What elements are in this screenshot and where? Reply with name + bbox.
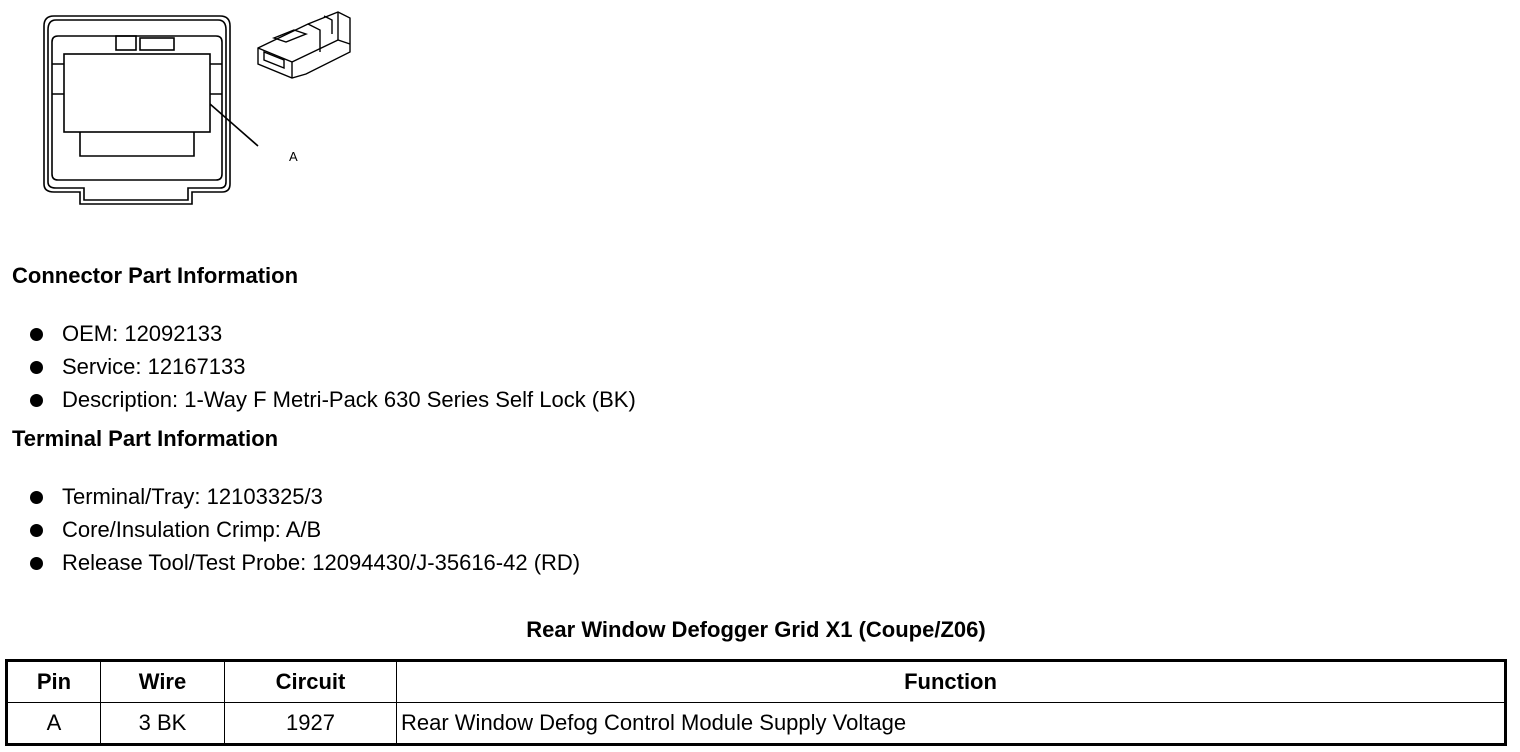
connector-face-view-drawing bbox=[30, 4, 370, 219]
list-item-text: Service: 12167133 bbox=[62, 354, 246, 379]
list-item-text: OEM: 12092133 bbox=[62, 321, 223, 346]
bullet-icon bbox=[30, 394, 43, 407]
column-header-pin: Pin bbox=[7, 661, 101, 703]
list-item-text: Release Tool/Test Probe: 12094430/J-35616-42 (RD) bbox=[62, 550, 581, 575]
bullet-icon bbox=[30, 557, 43, 570]
list-item-text: Description: 1-Way F Metri-Pack 630 Series Self Lock (BK) bbox=[62, 387, 636, 412]
connector-part-list bbox=[28, 317, 636, 416]
cell-function: Rear Window Defog Control Module Supply Voltage bbox=[397, 703, 1506, 745]
list-item bbox=[28, 480, 580, 513]
table-row bbox=[7, 703, 1506, 745]
list-item bbox=[28, 546, 580, 579]
table-header-row bbox=[7, 661, 1506, 703]
list-item bbox=[28, 317, 636, 350]
column-header-wire: Wire bbox=[101, 661, 225, 703]
terminal-part-heading: Terminal Part Information bbox=[12, 426, 279, 451]
connector-part-heading: Connector Part Information bbox=[12, 263, 299, 288]
list-item bbox=[28, 383, 636, 416]
cell-circuit: 1927 bbox=[225, 703, 397, 745]
callout-label-a: A bbox=[289, 149, 298, 164]
cell-pin: A bbox=[7, 703, 101, 745]
column-header-function: Function bbox=[397, 661, 1506, 703]
pinout-table bbox=[5, 659, 1507, 746]
cell-wire: 3 BK bbox=[101, 703, 225, 745]
list-item bbox=[28, 513, 580, 546]
list-item-text: Terminal/Tray: 12103325/3 bbox=[62, 484, 323, 509]
bullet-icon bbox=[30, 524, 43, 537]
column-header-circuit: Circuit bbox=[225, 661, 397, 703]
terminal-part-list bbox=[28, 480, 580, 579]
pinout-table-title: Rear Window Defogger Grid X1 (Coupe/Z06) bbox=[526, 617, 986, 642]
bullet-icon bbox=[30, 491, 43, 504]
bullet-icon bbox=[30, 361, 43, 374]
list-item-text: Core/Insulation Crimp: A/B bbox=[62, 517, 322, 542]
list-item bbox=[28, 350, 636, 383]
bullet-icon bbox=[30, 328, 43, 341]
connector-diagram bbox=[30, 4, 370, 219]
